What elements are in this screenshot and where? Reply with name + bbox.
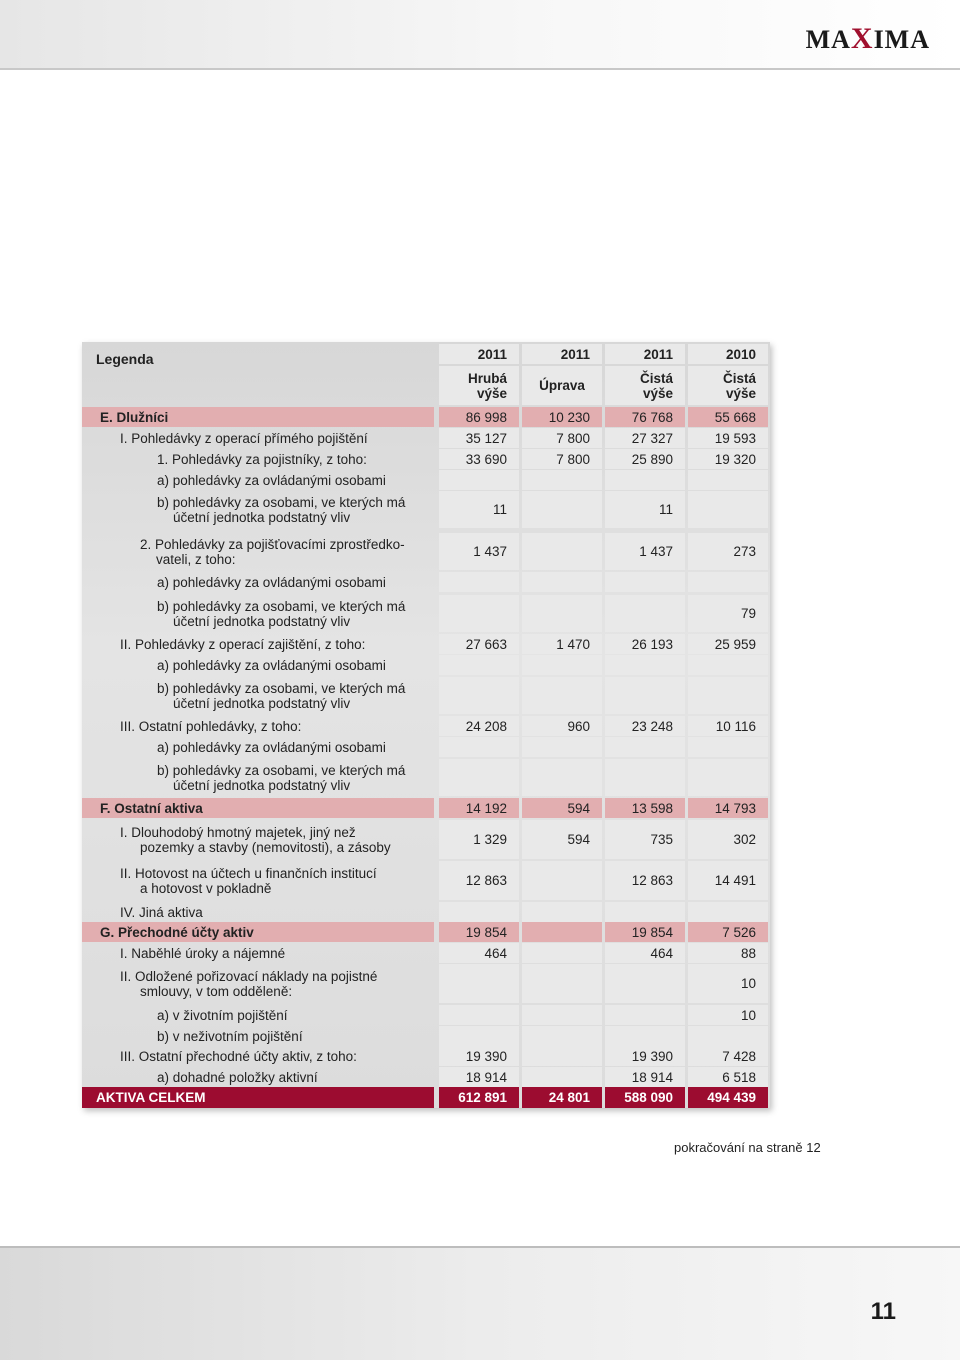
col-year: 2010 xyxy=(688,344,768,364)
table-row xyxy=(82,716,770,736)
row-label: a) v životním pojištění xyxy=(157,1007,288,1023)
col-year: 2011 xyxy=(439,344,519,364)
row-value: 18 914 xyxy=(439,1067,519,1087)
row-value: 612 891 xyxy=(439,1087,519,1108)
row-value xyxy=(439,677,519,714)
page-number: 11 xyxy=(870,1298,896,1325)
row-value: 588 090 xyxy=(605,1087,685,1108)
row-value: 19 854 xyxy=(605,922,685,942)
row-value xyxy=(605,737,685,757)
row-value xyxy=(522,922,602,942)
row-value xyxy=(522,943,602,963)
maxima-logo: MAXIMA xyxy=(805,22,930,55)
row-value: 1 470 xyxy=(522,634,602,654)
table-row xyxy=(82,428,770,448)
table-row xyxy=(82,470,770,490)
row-value xyxy=(439,964,519,1003)
row-value: 14 192 xyxy=(439,798,519,818)
row-label: IV. Jiná aktiva xyxy=(120,904,203,920)
row-value: 33 690 xyxy=(439,449,519,469)
table-header-years xyxy=(82,344,770,367)
row-value xyxy=(522,737,602,757)
row-value xyxy=(439,572,519,592)
row-value xyxy=(522,491,602,528)
row-value: 594 xyxy=(522,798,602,818)
row-value xyxy=(439,1026,519,1046)
table-row xyxy=(82,1046,770,1066)
col-year: 2011 xyxy=(522,344,602,364)
row-value: 7 800 xyxy=(522,449,602,469)
row-value: 27 327 xyxy=(605,428,685,448)
row-value: 55 668 xyxy=(688,407,768,427)
row-label: II. Hotovost na účtech u finančních institucí a hotovost v pokladně xyxy=(120,865,377,896)
row-label: b) pohledávky za osobami, ve kterých má účetní jednotka podstatný vliv xyxy=(157,494,406,525)
total-label: AKTIVA CELKEM xyxy=(82,1087,434,1108)
row-value: 10 116 xyxy=(688,716,768,736)
row-value xyxy=(439,595,519,632)
table-row xyxy=(82,902,770,922)
row-value: 25 959 xyxy=(688,634,768,654)
row-value: 735 xyxy=(605,820,685,859)
table-row xyxy=(82,595,770,632)
row-value: 23 248 xyxy=(605,716,685,736)
row-value xyxy=(522,902,602,922)
row-value: 464 xyxy=(439,943,519,963)
row-value xyxy=(522,677,602,714)
continued-note: pokračování na straně 12 xyxy=(674,1140,821,1155)
row-value xyxy=(439,655,519,675)
col-name: Čistá výše xyxy=(688,366,768,405)
row-label: I. Naběhlé úroky a nájemné xyxy=(120,945,286,961)
table-header-names xyxy=(82,366,770,405)
row-value: 13 598 xyxy=(605,798,685,818)
row-value xyxy=(605,1005,685,1025)
row-value: 27 663 xyxy=(439,634,519,654)
row-value xyxy=(605,595,685,632)
row-value: 19 593 xyxy=(688,428,768,448)
table-row xyxy=(82,572,770,592)
row-value xyxy=(605,677,685,714)
row-label: III. Ostatní přechodné účty aktiv, z toho: xyxy=(120,1048,357,1064)
row-value xyxy=(522,964,602,1003)
row-value xyxy=(605,902,685,922)
row-label: G. Přechodné účty aktiv xyxy=(82,922,434,942)
row-value xyxy=(522,572,602,592)
top-header-bar xyxy=(0,0,960,70)
col-name: Úprava xyxy=(522,366,602,405)
row-value xyxy=(688,902,768,922)
row-value: 594 xyxy=(522,820,602,859)
table-row xyxy=(82,922,770,942)
row-value xyxy=(522,1067,602,1087)
row-value: 7 428 xyxy=(688,1046,768,1066)
row-value: 76 768 xyxy=(605,407,685,427)
table-row xyxy=(82,1067,770,1087)
row-value xyxy=(688,655,768,675)
row-value xyxy=(439,902,519,922)
table-row xyxy=(82,964,770,1003)
row-value: 26 193 xyxy=(605,634,685,654)
table-row xyxy=(82,798,770,818)
table-row xyxy=(82,634,770,654)
row-value: 12 863 xyxy=(439,861,519,900)
row-value: 86 998 xyxy=(439,407,519,427)
table-row xyxy=(82,491,770,528)
row-value xyxy=(522,1026,602,1046)
row-value: 14 793 xyxy=(688,798,768,818)
row-value: 1 329 xyxy=(439,820,519,859)
bottom-footer-bar xyxy=(0,1246,960,1360)
row-value xyxy=(522,533,602,570)
col-name: Čistá výše xyxy=(605,366,685,405)
row-value: 88 xyxy=(688,943,768,963)
row-label: a) pohledávky za ovládanými osobami xyxy=(157,739,386,755)
row-value xyxy=(439,759,519,796)
row-value: 79 xyxy=(688,595,768,632)
row-label: a) pohledávky za ovládanými osobami xyxy=(157,472,386,488)
row-value: 14 491 xyxy=(688,861,768,900)
row-label: II. Pohledávky z operací zajištění, z toho: xyxy=(120,636,366,652)
table-row xyxy=(82,861,770,900)
row-value: 19 390 xyxy=(439,1046,519,1066)
row-value xyxy=(688,572,768,592)
row-value: 11 xyxy=(439,491,519,528)
table-row xyxy=(82,533,770,570)
legend-label: Legenda xyxy=(96,351,154,367)
row-value xyxy=(605,1026,685,1046)
row-value: 7 526 xyxy=(688,922,768,942)
row-value: 10 230 xyxy=(522,407,602,427)
row-label: b) pohledávky za osobami, ve kterých má účetní jednotka podstatný vliv xyxy=(157,680,406,711)
row-value: 18 914 xyxy=(605,1067,685,1087)
row-label: I. Pohledávky z operací přímého pojištění xyxy=(120,430,368,446)
row-label: 2. Pohledávky za pojišťovacími zprostředko- vateli, z toho: xyxy=(140,536,405,567)
row-value xyxy=(688,737,768,757)
row-value: 24 208 xyxy=(439,716,519,736)
row-value xyxy=(522,470,602,490)
table-row xyxy=(82,449,770,469)
row-label: I. Dlouhodobý hmotný majetek, jiný než pozemky a stavby (nemovitosti), a zásoby xyxy=(120,824,391,855)
row-label: F. Ostatní aktiva xyxy=(82,798,434,818)
row-value xyxy=(522,1005,602,1025)
row-value xyxy=(605,964,685,1003)
table-row xyxy=(82,655,770,675)
row-value xyxy=(439,470,519,490)
row-value xyxy=(688,470,768,490)
col-year: 2011 xyxy=(605,344,685,364)
row-value: 35 127 xyxy=(439,428,519,448)
row-label: II. Odložené pořizovací náklady na pojistné smlouvy, v tom odděleně: xyxy=(120,968,378,999)
table-row xyxy=(82,1005,770,1025)
row-label: 1. Pohledávky za pojistníky, z toho: xyxy=(157,451,367,467)
row-label: a) pohledávky za ovládanými osobami xyxy=(157,574,386,590)
row-value: 1 437 xyxy=(439,533,519,570)
row-value: 10 xyxy=(688,1005,768,1025)
row-label: b) v neživotním pojištění xyxy=(157,1028,303,1044)
row-value: 464 xyxy=(605,943,685,963)
row-label: b) pohledávky za osobami, ve kterých má účetní jednotka podstatný vliv xyxy=(157,762,406,793)
row-value xyxy=(688,759,768,796)
row-label: E. Dlužníci xyxy=(82,407,434,427)
row-label: a) pohledávky za ovládanými osobami xyxy=(157,657,386,673)
row-label: a) dohadné položky aktivní xyxy=(157,1069,318,1085)
row-value: 19 390 xyxy=(605,1046,685,1066)
row-value: 494 439 xyxy=(688,1087,768,1108)
row-value: 24 801 xyxy=(522,1087,602,1108)
row-value xyxy=(605,572,685,592)
row-label: b) pohledávky za osobami, ve kterých má účetní jednotka podstatný vliv xyxy=(157,598,406,629)
row-value xyxy=(688,677,768,714)
table-row xyxy=(82,820,770,859)
total-row xyxy=(82,1087,770,1108)
row-value xyxy=(522,655,602,675)
row-value: 960 xyxy=(522,716,602,736)
table-row xyxy=(82,737,770,757)
row-value: 10 xyxy=(688,964,768,1003)
row-value: 11 xyxy=(605,491,685,528)
row-value: 7 800 xyxy=(522,428,602,448)
row-value: 12 863 xyxy=(605,861,685,900)
table-row xyxy=(82,1026,770,1046)
table-row xyxy=(82,943,770,963)
row-value: 19 320 xyxy=(688,449,768,469)
row-value xyxy=(522,759,602,796)
row-value xyxy=(522,595,602,632)
row-value xyxy=(605,470,685,490)
table-row xyxy=(82,759,770,796)
col-name: Hrubá výše xyxy=(439,366,519,405)
row-value xyxy=(439,737,519,757)
row-label: III. Ostatní pohledávky, z toho: xyxy=(120,718,302,734)
row-value xyxy=(522,1046,602,1066)
row-value: 302 xyxy=(688,820,768,859)
row-value xyxy=(439,1005,519,1025)
row-value xyxy=(605,655,685,675)
row-value xyxy=(688,1026,768,1046)
row-value: 1 437 xyxy=(605,533,685,570)
table-row xyxy=(82,407,770,427)
row-value: 25 890 xyxy=(605,449,685,469)
row-value xyxy=(605,759,685,796)
row-value: 6 518 xyxy=(688,1067,768,1087)
row-value xyxy=(688,491,768,528)
row-value: 19 854 xyxy=(439,922,519,942)
table-row xyxy=(82,677,770,714)
row-value xyxy=(522,861,602,900)
row-value: 273 xyxy=(688,533,768,570)
balance-table xyxy=(82,342,770,1108)
